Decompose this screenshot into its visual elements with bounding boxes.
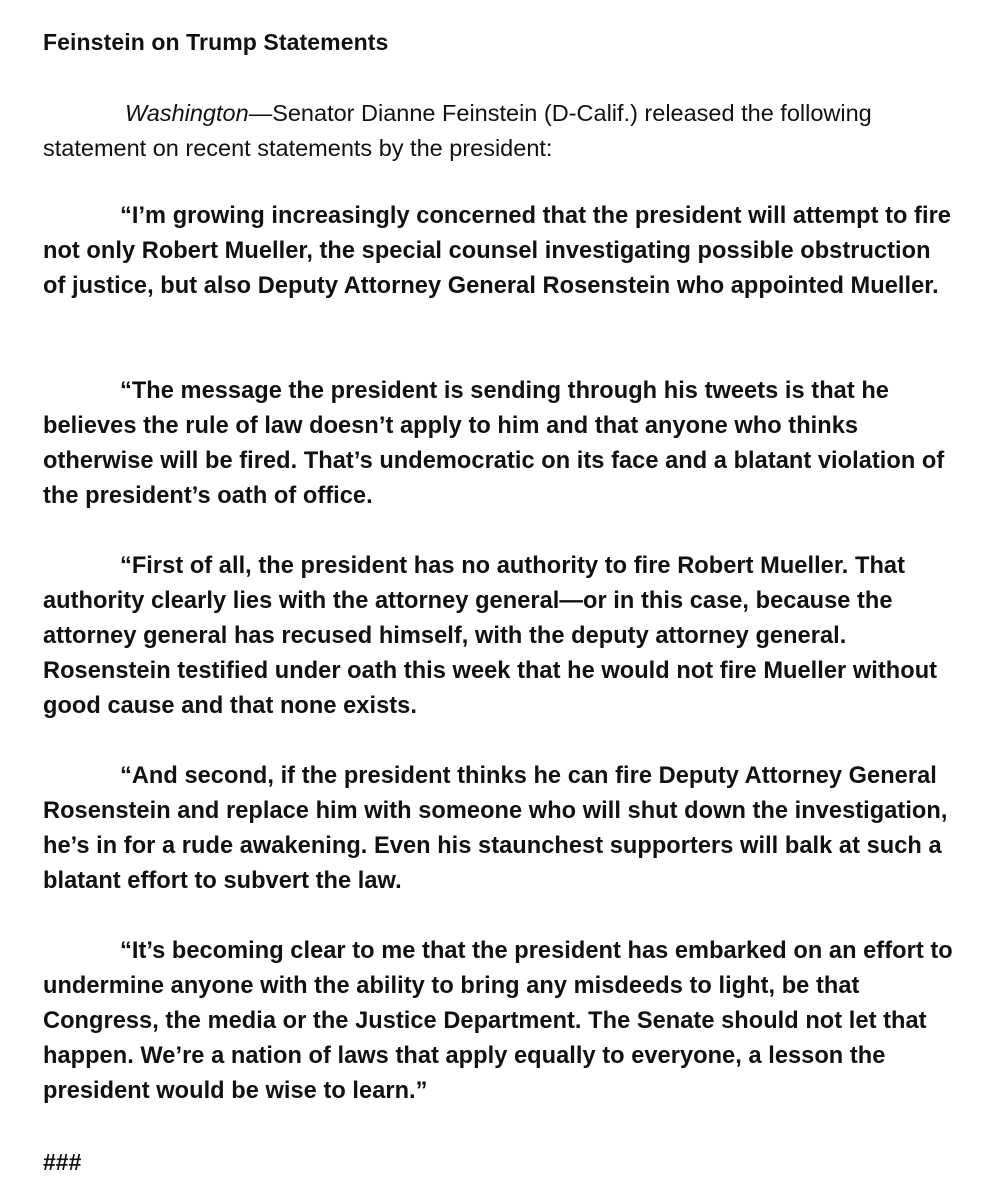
end-mark: ###: [43, 1149, 82, 1175]
intro-text: —Senator Dianne Feinstein (D-Calif.) released the following statement on recent statements by the president:: [43, 100, 872, 161]
press-release-title: Feinstein on Trump Statements: [43, 29, 389, 55]
intro-paragraph: [43, 96, 948, 166]
quote-paragraph-3: “First of all, the president has no authority to fire Robert Mueller. That authority clearly lies with the attorney general—or in this case, because the attorney general has recused himself, with the deputy attorney general. Rosenstein testified under oath this week that he would not fire Mueller without good cause and that none exists.: [43, 553, 938, 719]
dateline-place: Washington: [125, 100, 249, 126]
quote-paragraph-5: “It’s becoming clear to me that the president has embarked on an effort to undermine anyone with the ability to bring any misdeeds to light, be that Congress, the media or the Justice Department. The Senate should not let that happen. We’re a nation of laws that apply equally to everyone, a lesson the president would be wise to learn.”: [43, 938, 953, 1104]
quote-paragraph-4: “And second, if the president thinks he can fire Deputy Attorney General Rosenstein and replace him with someone who will shut down the investigation, he’s in for a rude awakening. Even his staunchest supporters will balk at such a blatant effort to subvert the law.: [43, 763, 948, 894]
quote-paragraph-2: “The message the president is sending through his tweets is that he believes the rule of law doesn’t apply to him and that anyone who thinks otherwise will be fired. That’s undemocratic on its face and a blatant violation of the president’s oath of office.: [43, 378, 945, 509]
quote-paragraph-1: “I’m growing increasingly concerned that the president will attempt to fire not only Robert Mueller, the special counsel investigating possible obstruction of justice, but also Deputy Attorney General Rosenstein who appointed Mueller.: [43, 203, 951, 299]
